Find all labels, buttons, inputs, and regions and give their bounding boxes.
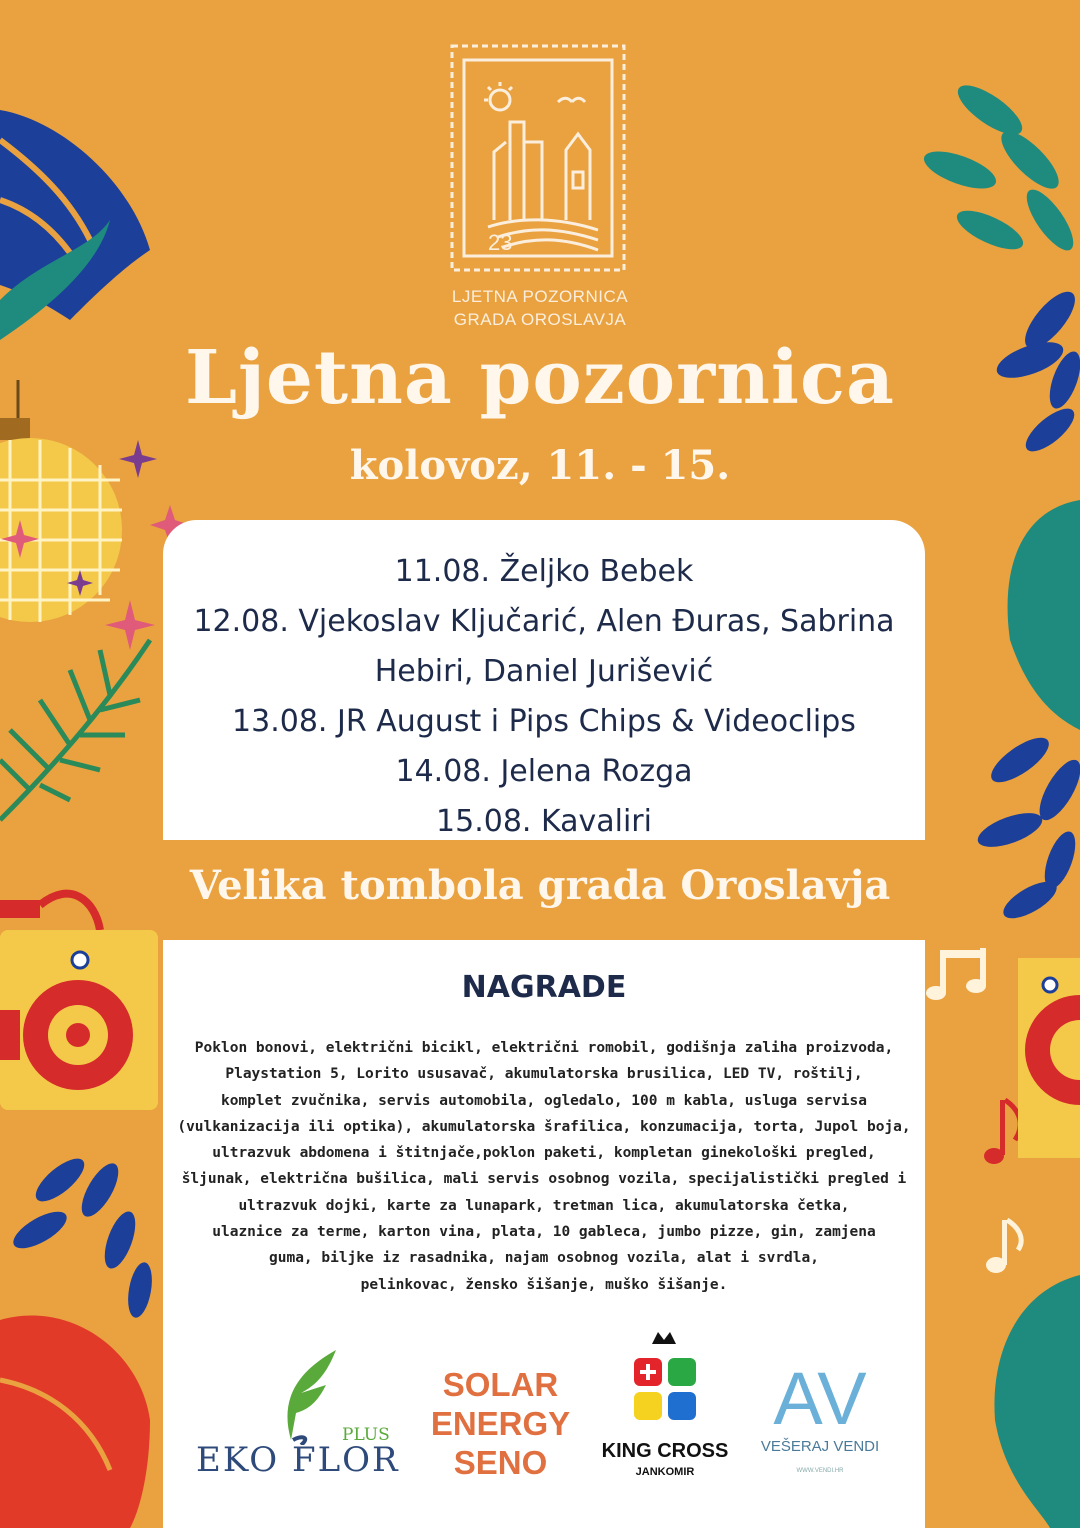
music-note-icon [986, 1220, 1021, 1273]
schedule-line: Hebiri, Daniel Jurišević [374, 654, 714, 689]
sponsor-veseraj-vendi [760, 1360, 880, 1490]
speaker-icon [1018, 958, 1080, 1158]
prize-line: komplet zvučnika, servis automobila, ogledalo, 100 m kabla, usluga servisa [220, 1092, 867, 1109]
sponsor-solar-energy [418, 1365, 583, 1482]
blue-fern-icon [8, 1152, 156, 1320]
teal-monstera-icon [1008, 500, 1080, 730]
schedule-line: 15.08. Kavaliri [436, 804, 652, 839]
eko-flor-plus: PLUS [342, 1425, 390, 1445]
schedule-line: 11.08. Željko Bebek [394, 554, 694, 589]
prize-line: ultrazvuk dojki, karte za lunapark, tretman lica, akumulatorska četka, [238, 1197, 850, 1214]
sponsor-eko-flor [196, 1345, 400, 1480]
vendi-mark: AV [773, 1360, 867, 1432]
boombox-icon [0, 894, 158, 1110]
solar-line: SENO [453, 1444, 548, 1481]
solar-line: ENERGY [430, 1405, 571, 1442]
prize-line: šljunak, električna bušilica, mali servis osobnog vozila, specijalistički pregled i [181, 1171, 907, 1188]
sponsor-king-cross [600, 1330, 730, 1490]
schedule-line: 12.08. Vjekoslav Ključarić, Alen Đuras, Sabrina [193, 604, 895, 639]
prize-line: Poklon bonovi, električni bicikl, električni romobil, godišnja zaliha proizvoda, [194, 1040, 894, 1056]
music-note-icon [984, 1100, 1020, 1164]
king-cross-logo-icon [630, 1330, 702, 1435]
stage-logo-stamp-icon [448, 42, 628, 274]
schedule-card [163, 520, 925, 840]
red-leaf-icon [0, 1316, 150, 1528]
prizes-list [167, 1035, 921, 1298]
eko-flor-leaf-icon [271, 1345, 341, 1445]
page-title: Ljetna pozornica [185, 335, 895, 421]
schedule-line: 14.08. Jelena Rozga [395, 754, 693, 789]
vendi-av-mark [770, 1360, 870, 1432]
logo-text-line-2: GRADA OROSLAVJA [453, 310, 627, 329]
prize-line: (vulkanizacija ili optika), akumulatorska šrafilica, konzumacija, torta, Jupol boja, [177, 1118, 911, 1135]
logo-stamp-number: 23 [488, 230, 513, 255]
schedule-line: 13.08. JR August i Pips Chips & Videoclips [232, 704, 856, 739]
palm-leaf-icon [0, 640, 150, 820]
date-range: kolovoz, 11. - 15. [349, 442, 731, 489]
prize-line: Playstation 5, Lorito ususavač, akumulatorska brusilica, LED TV, roštilj, [225, 1066, 863, 1083]
king-cross-location: JANKOMIR [635, 1466, 695, 1478]
prize-line: ulaznice za terme, karton vina, plata, 10 gableca, jumbo pizze, gin, zamjena [212, 1224, 876, 1241]
prize-line: pelinkovac, žensko šišanje, muško šišanje. [360, 1276, 728, 1293]
solar-line: SOLAR [442, 1366, 559, 1403]
teal-monstera-icon [994, 1275, 1080, 1528]
prize-line: ultrazvuk abdomena i štitnjače,poklon paketi, kompletan ginekološki pregled, [212, 1145, 876, 1162]
king-cross-name: KING CROSS [601, 1440, 729, 1462]
vendi-website: WWW.VENDI.HR [796, 1468, 844, 1474]
prize-line: guma, biljke iz rasadnika, najam osobnog vozila, alat i svrdla, [269, 1250, 819, 1267]
teal-palm-icon [920, 77, 1080, 257]
schedule-list [163, 547, 925, 847]
logo-text-line-1: LJETNA POZORNICA [451, 287, 629, 306]
tombola-title: Velika tombola grada Oroslavja [189, 862, 891, 909]
eko-flor-name: EKO FLOR [196, 1440, 400, 1480]
prizes-heading: NAGRADE [461, 970, 627, 1005]
music-note-icon [926, 948, 986, 1000]
vendi-name: VEŠERAJ VENDI [760, 1438, 880, 1455]
right-decorations [900, 0, 1080, 1528]
